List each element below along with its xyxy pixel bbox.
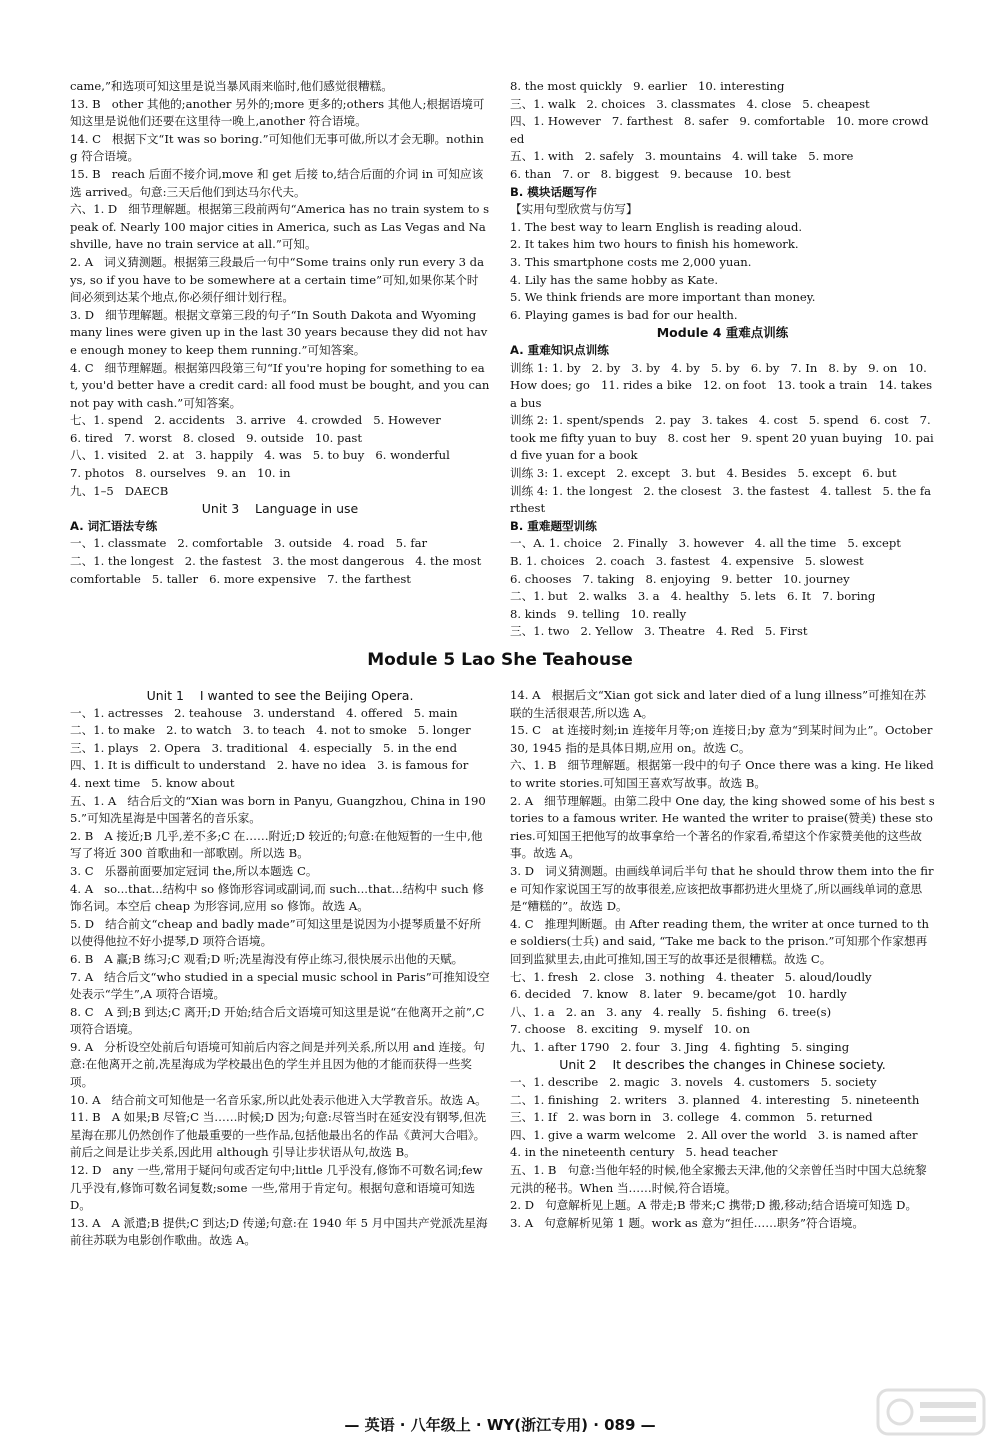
- answer-line: 二、1. but 2. walks 3. a 4. healthy 5. lets 6. It 7. boring: [510, 589, 876, 604]
- answer-line: 五、1. B 句意:当他年轻的时候,他全家搬去天津,他的父亲曾任当时中国大总统黎元洪的秘书。When 当……时候,符合语境。: [510, 1163, 927, 1195]
- answer-line: 13. B other 其他的;another 另外的;more 更多的;others 其他人;根据语境可知这里是说他们还要在这里待一晚上,another 符合语境。: [70, 96, 485, 129]
- answer-line: 八、1. visited 2. at 3. happily 4. was 5. to buy 6. wonderful: [70, 448, 450, 463]
- answer-line: 8. the most quickly 9. earlier 10. interesting: [510, 79, 785, 93]
- answer-line: 14. A 根据后文“Xian got sick and later died of a lung illness”可推知在苏联的生活很艰苦,所以选 A。: [510, 688, 926, 720]
- answer-line: 2. D 句意解析见上题。A 带走;B 带来;C 携带;D 搬,移动;结合语境可知选 D。: [510, 1198, 918, 1213]
- section-heading: Unit 3 Language in use: [201, 501, 359, 517]
- answer-line: 九、1. after 1790 2. four 3. Jing 4. fighting 5. singing: [510, 1039, 850, 1054]
- answer-line: A. 重难知识点训练: [510, 342, 609, 357]
- answer-line: 五、1. with 2. safely 3. mountains 4. will take 5. more: [510, 149, 854, 164]
- answer-line: came,”和选项可知这里是说当暴风雨来临时,他们感觉很糟糕。: [70, 79, 393, 93]
- answer-line: 【实用句型欣赏与仿写】: [510, 202, 638, 217]
- answer-line: 6. chooses 7. taking 8. enjoying 9. better 10. journey: [510, 571, 850, 586]
- answer-line: 8. kinds 9. telling 10. really: [510, 606, 687, 621]
- answer-line: B. 模块话题写作: [510, 184, 597, 199]
- answer-line: 1. The best way to learn English is reading aloud.: [510, 219, 803, 234]
- answer-line: 14. C 根据下文“It was so boring.”可知他们无事可做,所以才会无聊。nothing 符合语境。: [70, 131, 484, 164]
- section-heading: Unit 1 I wanted to see the Beijing Opera.: [146, 688, 414, 703]
- answer-line: 七、1. spend 2. accidents 3. arrive 4. crowded 5. However: [70, 413, 441, 428]
- answer-line: 三、1. walk 2. choices 3. classmates 4. close 5. cheapest: [510, 96, 870, 111]
- answer-line: 一、1. actresses 2. teahouse 3. understand 4. offered 5. main: [70, 705, 458, 720]
- answer-column-bottom-right: [510, 687, 938, 1232]
- answer-line: 8. C A 到;B 到达;C 离开;D 开始;结合后文语境可知这里是说“在他离开之前”,C 项符合语境。: [70, 1004, 489, 1037]
- answer-line: 四、1. give a warm welcome 2. All over the world 3. is named after 4. in the nineteenth century 5. head teacher: [510, 1127, 929, 1160]
- answer-line: 三、1. plays 2. Opera 3. traditional 4. especially 5. in the end: [70, 740, 458, 755]
- answer-line: 6. decided 7. know 8. later 9. became/got 10. hardly: [510, 987, 847, 1002]
- answer-line: 六、1. B 细节理解题。根据第一段中的句子 Once there was a king. He liked to write stories.可知国王喜欢写故事。故选 B。: [510, 758, 938, 790]
- answer-line: 6. tired 7. worst 8. closed 9. outside 10. past: [70, 430, 362, 445]
- answer-line: 三、1. If 2. was born in 3. college 4. common 5. returned: [510, 1110, 873, 1125]
- answer-line: 2. B A 接近;B 几乎,差不多;C 在……附近;D 较近的;句意:在他短暂的一生中,他写了将近 300 首歌曲和一部歌剧。所以选 B。: [70, 828, 483, 861]
- answer-line: 15. C at 连接时刻;in 连接年月等;on 连接日;by 意为“到某时间为止”。October 30, 1945 指的是具体日期,应用 on。故选 C。: [510, 723, 937, 755]
- answer-line: 四、1. It is difficult to understand 2. have no idea 3. is famous for 4. next time 5. know about: [70, 758, 480, 790]
- answer-line: 二、1. to make 2. to watch 3. to teach 4. not to smoke 5. longer: [70, 723, 471, 738]
- answer-line: 一、A. 1. choice 2. Finally 3. however 4. all the time 5. except: [510, 536, 901, 551]
- answer-line: 15. B reach 后面不接介词,move 和 get 后接 to,结合后面的介词 in 可知应该选 arrived。句意:三天后他们到达马尔代夫。: [70, 166, 484, 199]
- answer-line: 4. C 推理判断题。由 After reading them, the writer at once turned to the soldiers(士兵) and said, “Take me back to the prison.”可知那个作家想再回到监狱里去,由此可推知,国王写的故事还是很糟糕。故选 C。: [510, 916, 929, 966]
- answer-line: 6. B A 赢;B 练习;C 观看;D 听;冼星海没有停止练习,很快展示出他的天赋。: [70, 951, 464, 966]
- module-title: Module 5 Lao She Teahouse: [367, 650, 633, 670]
- answer-line: 2. A 词义猜测题。根据第三段最后一句中“Some trains only run every 3 days, so if you have to be somewhere at a certain time”可知,如果你某个时间必须到达某个地点,你必须仔细计划行程。: [70, 254, 484, 305]
- answer-column-bottom-left: [70, 687, 490, 1250]
- answer-line: 3. D 细节理解题。根据文章第三段的句子“In South Dakota and Wyoming many lines were given up in the last 30 years because they did not have enough money to keep them running.”可知答案。: [70, 307, 488, 357]
- answer-line: 3. This smartphone costs me 2,000 yuan.: [510, 254, 752, 269]
- answer-line: 5. We think friends are more important than money.: [510, 290, 816, 305]
- answer-line: 10. A 结合前文可知他是一名音乐家,所以此处表示他进入大学教音乐。故选 A。: [70, 1092, 487, 1107]
- answer-line: 6. than 7. or 8. biggest 9. because 10. best: [510, 166, 791, 181]
- answer-line: 7. photos 8. ourselves 9. an 10. in: [70, 466, 291, 481]
- answer-column-top-left: [70, 78, 490, 588]
- answer-line: 12. D any 一些,常用于疑问句或否定句中;little 几乎没有,修饰不可数名词;few 几乎没有,修饰可数名词复数;some 一些,常用于肯定句。根据句意和语境可知选 D。: [70, 1163, 487, 1213]
- answer-line: 训练 3: 1. except 2. except 3. but 4. Besides 5. except 6. but: [510, 466, 897, 481]
- answer-line: 四、1. However 7. farthest 8. safer 9. comfortable 10. more crowded: [510, 114, 929, 146]
- answer-line: 13. A A 派遣;B 提供;C 到达;D 传递;句意:在 1940 年 5 月中国共产党派冼星海前往苏联为电影创作歌曲。故选 A。: [70, 1215, 488, 1248]
- answer-line: B. 重难题型训练: [510, 518, 597, 533]
- answer-line: 一、1. classmate 2. comfortable 3. outside 4. road 5. far: [70, 536, 428, 551]
- answer-line: 2. A 细节理解题。由第二段中 One day, the king showed some of his best stories to a famous writer. He wanted the writer to praise(赞美) these stories.可知国王把他写的故事拿给一个著名的作家看,希望这个作家赞美他的这些故事。故选 A。: [510, 793, 935, 861]
- answer-line: 二、1. the longest 2. the fastest 3. the most dangerous 4. the most comfortable 5. taller 6. more expensive 7. the farthest: [70, 554, 485, 586]
- answer-line: 二、1. finishing 2. writers 3. planned 4. interesting 5. nineteenth: [510, 1092, 920, 1107]
- answer-line: 一、1. describe 2. magic 3. novels 4. customers 5. society: [510, 1075, 877, 1090]
- answer-line: 6. Playing games is bad for our health.: [510, 307, 738, 322]
- answer-line: A. 词汇语法专练: [70, 518, 158, 533]
- answer-line: 5. D 结合前文“cheap and badly made”可知这里是说因为小提琴质量不好所以使得他拉不好小提琴,D 项符合语境。: [70, 916, 482, 949]
- answer-line: 9. A 分析设空处前后句语境可知前后内容之间是并列关系,所以用 and 连接。句意:在他离开之前,冼星海成为学校最出色的学生并且因为他的才能而获得一些奖项。: [70, 1039, 485, 1090]
- answer-line: B. 1. choices 2. coach 3. fastest 4. expensive 5. slowest: [510, 554, 864, 569]
- answer-line: 七、1. fresh 2. close 3. nothing 4. theater 5. aloud/loudly: [510, 969, 872, 984]
- answer-line: 3. C 乐器前面要加定冠词 the,所以本题选 C。: [70, 863, 318, 878]
- answer-line: 五、1. A 结合后文的“Xian was born in Panyu, Guangzhou, China in 1905.”可知冼星海是中国著名的音乐家。: [70, 793, 486, 826]
- answer-line: 11. B A 如果;B 尽管;C 当……时候;D 因为;句意:尽管当时在延安没有钢琴,但冼星海在那儿仍然创作了他最重要的一些作品,包括他最出名的作品《黄河大合唱》。前后之间是让步关系,因此用 although 引导让步状语从句,故选 B。: [70, 1110, 487, 1160]
- answer-line: 4. Lily has the same hobby as Kate.: [510, 272, 719, 287]
- answer-line: 7. choose 8. exciting 9. myself 10. on: [510, 1022, 750, 1037]
- answer-column-top-right: [510, 78, 935, 641]
- answer-line: 4. A so...that...结构中 so 修饰形容词或副词,而 such...that...结构中 such 修饰名词。本空后 cheap 为形容词,应用 so 修饰。故选 A。: [70, 881, 484, 914]
- section-heading: Unit 2 It describes the changes in Chinese society.: [559, 1057, 886, 1073]
- answer-line: 六、1. D 细节理解题。根据第三段前两句“America has no train system to speak of. Nearly 100 major cities in America, such as Las Vegas and Nashville, have no train service at all.”可知。: [70, 202, 490, 252]
- section-heading: Module 4 重难点训练: [656, 325, 789, 341]
- answer-line: 7. A 结合后文“who studied in a special music school in Paris”可推知设空处表示“学生”,A 项符合语境。: [70, 969, 490, 1002]
- answer-line: 3. D 词义猜测题。由画线单词后半句 that he should throw them into the fire 可知作家说国王写的故事很差,应该把故事都扔进火里烧了,所以画线单词的意思是“糟糕的”。故选 D。: [510, 863, 934, 914]
- page-footer: — 英语 · 八年级上 · WY(浙江专用) · 089 —: [344, 1416, 656, 1434]
- answer-line: 3. A 句意解析见第 1 题。work as 意为“担任……职务”符合语境。: [510, 1215, 864, 1230]
- answer-line: 4. C 细节理解题。根据第四段第三句“If you're hoping for something to eat, you'd better have a credit card: all food must be bought, and you cannot pay with cash.”可知答案。: [70, 360, 490, 410]
- answer-line: 三、1. two 2. Yellow 3. Theatre 4. Red 5. First: [510, 624, 808, 639]
- answer-line: 2. It takes him two hours to finish his homework.: [510, 237, 799, 252]
- answer-line: 训练 2: 1. spent/spends 2. pay 3. takes 4. cost 5. spend 6. cost 7. took me fifty yuan to buy 8. cost her 9. spent 20 yuan buying 10. paid five yuan for a book: [510, 413, 935, 463]
- watermark-logo: [876, 1388, 986, 1436]
- answer-line: 训练 1: 1. by 2. by 3. by 4. by 5. by 6. by 7. In 8. by 9. on 10. How does; go 11. rides a bike 12. on foot 13. took a train 14. takes a bus: [510, 360, 936, 410]
- answer-line: 八、1. a 2. an 3. any 4. really 5. fishing 6. tree(s): [510, 1004, 832, 1019]
- answer-line: 九、1–5 DAECB: [70, 483, 169, 498]
- answer-line: 训练 4: 1. the longest 2. the closest 3. the fastest 4. tallest 5. the farthest: [510, 483, 932, 516]
